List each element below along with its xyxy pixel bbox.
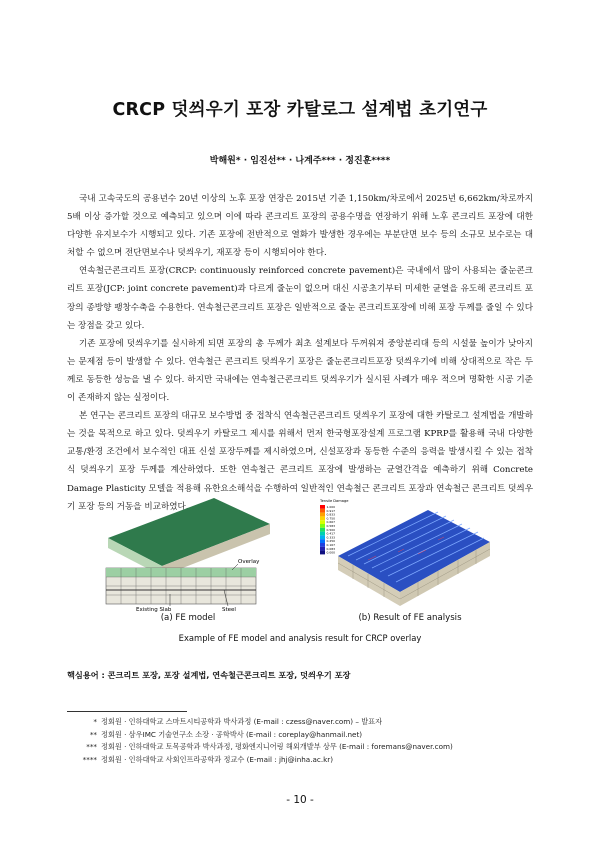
- footnote: *** 정회원 · 인하대학교 토목공학과 박사과정, 평화엔지니어링 해외개발부 상무 (E-mail : foremans@naver.com): [86, 742, 453, 752]
- paper-title: CRCP 덧씌우기 포장 카탈로그 설계법 초기연구: [112, 100, 488, 120]
- legend-value: 0.083: [326, 546, 336, 551]
- figure-caption: Example of FE model and analysis result for CRCP overlay: [178, 633, 422, 643]
- legend-value: 0.250: [326, 539, 336, 544]
- paragraph: 연속철근콘크리트 포장(CRCP: continuously reinforced concrete pavement)은 국내에서 많이 사용되는 줄눈콘크리트 포장(JCP: joint concrete pavement)과 다르게 줄눈이 없으며 대신 시공초기부터 미세한 균열을 유도해 콘크리트 포장의 종방향 팽창수축을 수용한다. 연속철근콘크리트 포장은 일반적으로 줄눈 콘크리트포장에 비해 포장 두께를 줄일 수 있다는 장점을 갖고 있다.: [67, 266, 533, 331]
- legend-value: 0.333: [326, 535, 336, 540]
- existing-slab-label: Existing Slab: [136, 607, 172, 612]
- paragraph: 본 연구는 콘크리트 포장의 대규모 보수방법 중 접착식 연속철근콘크리트 덧씌우기 포장에 대한 카탈로그 설계법을 개발하는 것을 목적으로 하고 있다. 덧씌우기 카탈로그 제시를 위해서 먼저 한국형포장설계 프로그램 KPRP를 활용해 국내 다양한 교통/환경 조건에서 보수적인 대표 신설 포장두께를 제시하였으며, 신설포장과 동등한 수준의 응력을 발생시킬 수 있는 접착식 덧씌우기 포장 두께를 계산하였다. 또한 연속철근 콘크리트 포장에 발생하는 균열간격을 예측하기 위해 Concrete Damage Plasticity 모델을 적용해 유한요소해석을 수행하여 일반적인 연속철근 콘크리트 포장과 연속철근 콘크리트 덧씌우기 포장 등의 거동을 비교하였다.: [67, 411, 533, 512]
- paragraph: 국내 고속국도의 공용년수 20년 이상의 노후 포장 연장은 2015년 기준 1,150km/차로에서 2025년 6,662km/차로까지 5배 이상 증가할 것으로 예측되고 있으며 이에 따라 콘크리트 포장의 공용수명을 연장하기 위해 노후 콘크리트 포장에 대한 다양한 유지보수가 시행되고 있다. 기존 포장에 전반적으로 열화가 발생한 경우에는 부분단면 보수 등의 소규모 보수로는 대처할 수 없으며 전단면보수나 덧씌우기, 재포장 등이 시행되어야 한다.: [67, 194, 533, 259]
- legend-value: 0.667: [326, 520, 336, 525]
- author-list: 박해원* · 임진선** · 나계주*** · 정진훈****: [209, 156, 391, 166]
- legend-value: 0.833: [326, 512, 336, 517]
- legend-swatch: [320, 524, 325, 528]
- legend-swatch: [320, 528, 325, 532]
- caption-b: (b) Result of FE analysis: [358, 613, 462, 623]
- legend-swatch: [320, 513, 325, 517]
- legend-value: 0.917: [326, 508, 336, 513]
- keywords: 핵심용어 : 콘크리트 포장, 포장 설계법, 연속철근콘크리트 포장, 덧씌우기 포장: [67, 670, 351, 680]
- fe-model-drawing: [100, 494, 276, 612]
- page-number: - 10 -: [286, 794, 314, 806]
- legend-value: 0.000: [326, 550, 336, 555]
- legend-swatch: [320, 505, 325, 509]
- figure-fe-result: [318, 494, 494, 612]
- legend-swatch: [320, 520, 325, 524]
- body-text: [67, 190, 533, 516]
- damage-legend: [320, 505, 335, 555]
- fe-result-drawing: [318, 494, 494, 612]
- legend-swatch: [320, 551, 325, 555]
- legend-swatch: [320, 547, 325, 551]
- legend-swatch: [320, 516, 325, 520]
- footnote: * 정회원 · 인하대학교 스마트시티공학과 박사과정 (E-mail : czess@naver.com) – 발표자: [93, 717, 383, 726]
- legend-value: 1.000: [326, 505, 336, 509]
- legend-value: 0.750: [326, 516, 336, 521]
- legend-title: Tensile Damage: [320, 499, 349, 503]
- legend-swatch: [320, 539, 325, 543]
- legend-value: 0.167: [326, 543, 336, 547]
- legend-swatch: [320, 509, 325, 513]
- legend-value: 0.583: [326, 524, 336, 528]
- legend-swatch: [320, 532, 325, 536]
- legend-value: 0.417: [326, 531, 336, 536]
- legend-value: 0.500: [326, 527, 336, 532]
- footnote-rule: [67, 711, 187, 712]
- legend-swatch: [320, 543, 325, 547]
- legend-swatch: [320, 535, 325, 539]
- footnote: ** 정회원 · 삼우IMC 기술연구소 소장 · 공학박사 (E-mail : coreplay@hanmail.net): [89, 729, 363, 739]
- figure-fe-model: [100, 494, 276, 612]
- footnotes: [67, 716, 537, 767]
- footnote: **** 정회원 · 인하대학교 사회인프라공학과 정교수 (E-mail : jhj@inha.ac.kr): [82, 755, 334, 765]
- steel-label: Steel: [222, 607, 236, 612]
- paragraph: 기존 포장에 덧씌우기를 실시하게 되면 포장의 총 두께가 최초 설계보다 두꺼워져 중앙분리대 등의 시설물 높이가 낮아지는 문제점 등이 발생할 수 있다. 연속철근 콘크리트 덧씌우기 포장은 줄눈콘크리트포장 덧씌우기에 비해 상대적으로 작은 두께로 동등한 성능을 낼 수 있다. 하지만 국내에는 연속철근콘크리트 덧씌우기가 실시된 사례가 매우 적으며 명확한 시공 기준이 존재하지 않는 실정이다.: [67, 338, 533, 404]
- overlay-label: Overlay: [238, 559, 260, 565]
- caption-a: (a) FE model: [160, 613, 216, 623]
